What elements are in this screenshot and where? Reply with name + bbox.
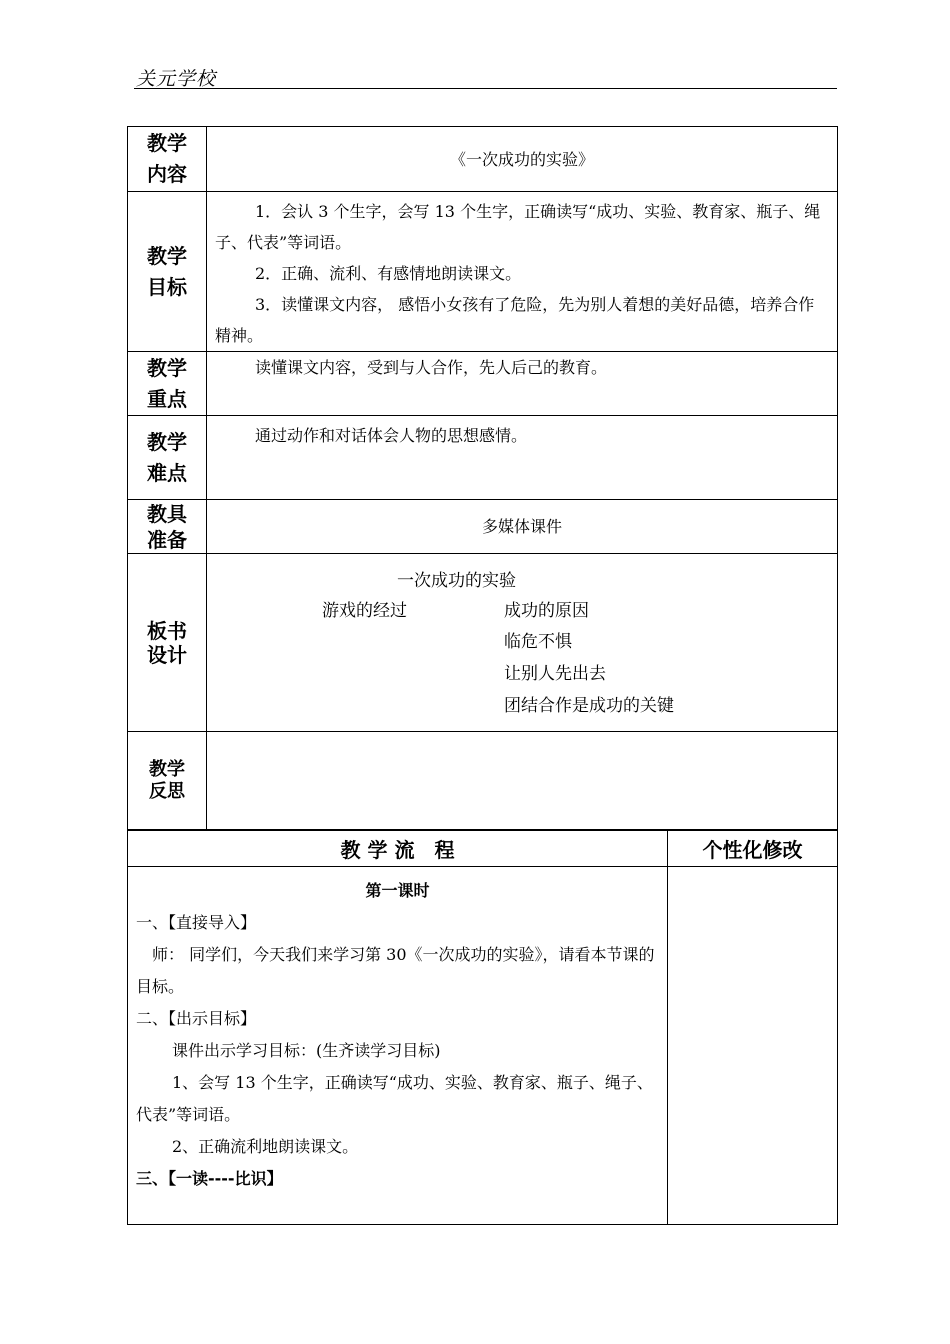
goal-item: 1．会认 3 个生字，会写 13 个生字，正确读写“成功、实验、教育家、瓶子、绳子、代表”等词语。 <box>215 202 821 252</box>
section-text: 2、正确流利地朗读课文。 <box>172 1137 359 1156</box>
section-heading: 一、【直接导入】 <box>136 913 257 932</box>
section-heading: 二、【出示目标】 <box>136 1009 257 1028</box>
board-right-item: 成功的原因 <box>504 601 589 621</box>
board-design <box>207 554 838 732</box>
tools-value: 多媒体课件 <box>207 500 838 554</box>
personalized-notes <box>668 867 838 1225</box>
focus-value: 读懂课文内容，受到与人合作，先人后己的教育。 <box>207 352 838 416</box>
goals-value <box>207 192 838 352</box>
difficulty-label: 教学难点 <box>128 416 207 500</box>
board-right-item: 让别人先出去 <box>504 664 606 684</box>
focus-label: 教学重点 <box>128 352 207 416</box>
flow-header-main: 教 学 流 程 <box>128 831 668 867</box>
section-text: 师： 同学们，今天我们来学习第 30《一次成功的实验》，请看本节课的目标。 <box>136 945 655 996</box>
goal-item: 3．读懂课文内容， 感悟小女孩有了危险，先为别人着想的美好品德，培养合作精神。 <box>215 295 815 345</box>
board-label: 板书设计 <box>128 554 207 732</box>
board-left: 游戏的经过 <box>322 601 407 621</box>
header-rule <box>134 88 837 89</box>
tools-label: 教具准备 <box>128 500 207 554</box>
flow-body <box>128 867 668 1225</box>
teaching-flow-table <box>127 830 838 1225</box>
section-text: 1、会写 13 个生字，正确读写“成功、实验、教育家、瓶子、绳子、代表”等词语。 <box>136 1073 653 1124</box>
flow-header-side: 个性化修改 <box>668 831 838 867</box>
board-right-item: 团结合作是成功的关键 <box>504 696 674 716</box>
reflection-value <box>207 732 838 830</box>
section-text: 课件出示学习目标：(生齐读学习目标) <box>172 1041 441 1060</box>
lesson-info-table <box>127 126 838 830</box>
reflection-label: 教学反思 <box>128 732 207 830</box>
board-title: 一次成功的实验 <box>397 571 516 591</box>
board-right-item: 临危不惧 <box>504 632 572 652</box>
school-name: 关元学校 <box>136 68 217 90</box>
goal-item: 2．正确、流利、有感情地朗读课文。 <box>255 264 522 283</box>
difficulty-value: 通过动作和对话体会人物的思想感情。 <box>207 416 838 500</box>
goals-label: 教学目标 <box>128 192 207 352</box>
content-value: 《一次成功的实验》 <box>207 127 838 192</box>
lesson-title: 第一课时 <box>365 881 430 900</box>
content-label: 教学内容 <box>128 127 207 192</box>
section-heading: 三、【一读----比识】 <box>136 1169 283 1188</box>
